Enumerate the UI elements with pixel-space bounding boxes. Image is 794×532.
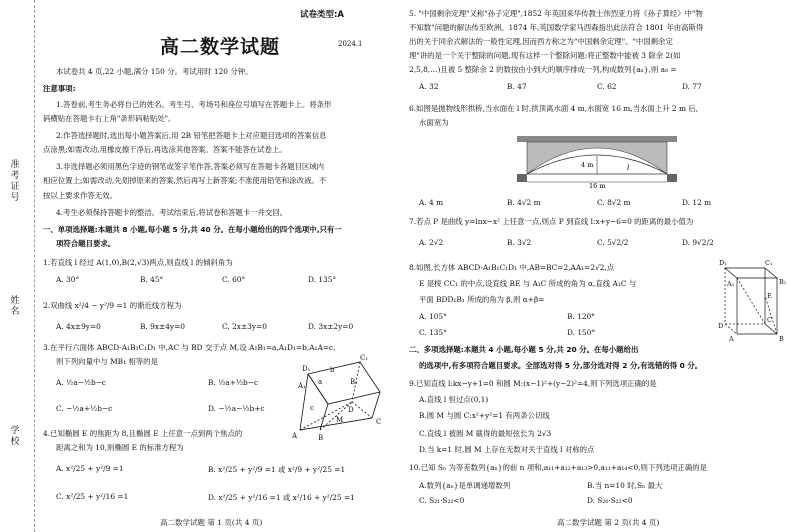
q9-option-a: A.直线 l 恒过点(0,1) [419,395,489,404]
question-7: 7.若点 P 是曲线 y=lnx−x² 上任意一点,则点 P 到直线 l:x+y−6=0 的距离的最小值为 [409,217,694,226]
notice-line: 点涂黑;如需改动,用橡皮擦干净后,再选涂其他答案。答案不能答在试卷上。 [43,145,287,154]
label: E [767,292,772,300]
question-5-cont: 理"讲的是一个关于整除的问题,现有这样一个整除问题:将正整数中能被 3 除余 2(如 [409,51,681,60]
label: C₁ [765,259,773,267]
notice-line: 3.非选择题必须用黑色字迹的钢笔或签字笔作答,答案必须写在答题卡各题目区域内 [56,162,325,171]
question-5-cont: 出的关于同余式解法的一般性定理,因而西方称之为"中国剩余定理"。"中国剩余定 [409,37,673,46]
question-5-cont: 2,5,8,…)且被 5 整除余 2 的数按由小到大的顺序排成一列,构成数列{aₙ},则 a₈ = [409,65,677,74]
q1-option-c: C. 60° [222,275,246,284]
q8-option-b: B. 120° [567,312,595,321]
notice-line: 码横贴在答题卡右上角"条形码粘贴处"。 [43,114,176,123]
q3-option-a: A. ½a−½b−c [56,378,107,387]
bridge-deck [517,136,677,142]
q6-option-b: B. 4√2 m [507,198,541,207]
question-10: 10.已知 Sₙ 为等差数列{aₙ}的前 n 项和,a₁₁+a₁₂+a₁₃>0,a₁₁+a₁₄<0,则下列选项正确的是 [409,463,708,472]
q6-option-d: D. 12 m [682,198,712,207]
diagonal [765,296,777,334]
question-8-cont: 平面 BDD₁B₁ 所成的角为 β,则 α+β= [419,295,545,304]
q3-option-d: D. −½a−½b+c [208,404,265,413]
side-label-name: 姓名 [10,296,20,317]
q4-option-a: A. x²/25 + y²/9 =1 [56,464,124,473]
q10-option-a: A.数列{aₙ}是单调递增数列 [419,481,511,490]
page-footer: 高二数学试题 第 2 页(共 4 页) [557,518,660,527]
notice-line: 相应位置上;如需改动,先划掉原来的答案,然后再写上新答案;不准使用铅笔和涂改液。不 [43,176,327,185]
label: D₁ [302,365,311,373]
q10-option-b: B.当 n=10 时,Sₙ 最大 [587,481,663,490]
water-level-label: l [627,164,630,172]
question-6-cont: 水面宽为 [419,118,449,127]
label: B [779,335,784,342]
question-6: 6.如图是抛物线形拱桥,当水面在 l 时,拱顶离水面 4 m,水面宽 16 m,当水面上升 2 m 后, [409,104,699,113]
paper-type: 试卷类型:A [300,10,344,20]
q7-option-b: B. 3√2 [507,238,532,247]
label: D [718,322,724,330]
edge [372,392,380,418]
q1-option-b: B. 45° [140,275,164,284]
q6-option-a: A. 4 m [419,198,444,207]
q3-option-b: B. ½a+½b−c [208,378,259,387]
question-1: 1.若直线 l 经过 A(1,0),B(2,√3)两点,则直线 l 的倾斜角为 [43,258,233,267]
label: D₁ [719,259,727,267]
q10-option-d: D. S₂₀·S₂₂<0 [587,496,633,505]
notice-line: 按以上要求作答无效。 [43,191,117,200]
top-face [725,268,777,278]
q9-option-b: B.圆 M 与圆 C:x²+y²=1 有两条公切线 [419,411,550,420]
q8-option-d: D. 150° [567,328,596,337]
notice-line: 2.作答选择题时,选出每小题答案后,用 2B 铅笔把答题卡上对应题目选项的答案信息 [56,131,327,140]
q5-option-b: B. 47 [507,82,527,91]
q8-option-a: A. 105° [419,312,447,321]
q7-option-d: D. 9√2/2 [682,238,714,247]
notice-heading: 注意事项: [43,84,76,93]
label: B₁ [779,278,787,286]
question-8-cont: E 是棱 CC₁ 的中点,设直线 BE 与 A₁C 所成的角为 α,直线 A₁C 与 [419,279,637,288]
q2-option-a: A. 4x±9y=0 [56,322,101,331]
width-label: 16 m [589,182,606,190]
q6-option-c: C. 8√2 m [597,198,631,207]
q10-option-c: C. S₂₁·S₂₂<0 [419,496,465,505]
q7-option-c: C. 5√2/2 [597,238,629,247]
binding-margin [0,0,38,532]
page-title: 高二数学试题 [160,36,281,58]
section-2-heading: 二、多项选择题:本题共 4 小题,每小题 5 分,共 20 分。在每小题给出 [409,345,639,354]
parallelepiped-figure [290,352,390,442]
edge [725,324,737,334]
section-1-heading: 一、单项选择题:本题共 8 小题,每小题 5 分,共 40 分。在每小题给出的四个选项中,只有一 [43,225,342,234]
label: C [376,418,382,426]
label: a [318,378,323,386]
height-label: 4 m [581,161,594,169]
cuboid-figure [715,256,791,342]
q2-option-c: C. 2x±3y=0 [222,322,267,331]
q1-option-d: D. 135° [308,275,337,284]
q3-option-c: C. −½a+½b−c [56,404,113,413]
side-label-exam-number: 准考证号 [10,160,20,203]
q5-option-a: A. 32 [419,82,439,91]
cut-line [34,0,35,532]
right-pier [667,174,677,182]
label: C [767,316,772,324]
side-label-school: 学校 [10,426,20,447]
intro-text: 本试卷共 4 页,22 小题,满分 150 分。考试用时 120 分钟。 [56,67,253,76]
label: D [348,406,354,414]
question-8: 8.如图,长方体 ABCD-A₁B₁C₁D₁ 中,AB=BC=2,AA₁=2√2,点 [409,263,615,272]
question-3: 3.在平行六面体 ABCD-A₁B₁C₁D₁ 中,AC 与 BD 交于点 M,设 A₁B₁=a,A₁D₁=b,A₁A=c, [43,343,336,352]
label: M [336,416,344,424]
exam-date: 2024.1 [338,40,363,48]
edge [352,402,372,418]
question-5: 5. "中国剩余定理"又称"孙子定理",1852 年英国来华传教士伟烈亚力将《孙子算经》中"物 [409,9,703,18]
q2-option-d: D. 3x±2y=0 [308,322,354,331]
q7-option-a: A. 2√2 [419,238,444,247]
label: A [292,432,298,440]
question-4: 4.已知椭圆 E 的焦距为 8,且椭圆 E 上任意一点到两个焦点的 [43,429,243,438]
label: A₁ [298,382,306,390]
q4-option-b: B. x²/25 + y²/9 =1 或 x²/9 + y²/25 =1 [208,465,346,474]
page-2 [397,0,794,532]
q9-option-c: C.直线 l 被圆 M 截得的最短弦长为 2√3 [419,429,552,438]
label: b [330,366,335,374]
notice-line: 4.考生必须保持答题卡的整洁。考试结束后,将试卷和答题卡一并交回。 [56,208,288,217]
q1-option-a: A. 30° [56,275,80,284]
notice-line: 1.答卷前,考生务必将自己的姓名、考生号、考场号和座位号填写在答题卡上。将条形 [56,100,332,109]
question-9: 9.已知直线 l:kx−y+1=0 和圆 M:(x−1)²+(y−2)²=4,则下列选项正确的是 [409,379,657,388]
label: c [310,404,314,412]
section-1-heading-cont: 项符合题目要求。 [56,239,116,248]
q9-option-d: D.当 k=1 时,圆 M 上存在无数对关于直线 l 对称的点 [419,445,595,454]
label: C₁ [360,354,369,362]
q5-option-d: D. 77 [682,82,702,91]
section-2-heading-cont: 的选项中,有多项符合题目要求。全部选对得 5 分,部分选对得 2 分,有选错的得 0 分。 [419,361,703,370]
diagonal [737,278,765,324]
question-3-cont: 则下列向量中与 MB₁ 相等的是 [56,357,158,366]
q5-option-c: C. 62 [597,82,617,91]
label: A [729,335,734,342]
q8-option-c: C. 135° [419,328,447,337]
question-4-cont: 距离之和为 10,则椭圆 E 的标准方程为 [56,443,184,452]
label: B [318,434,324,442]
q4-option-d: D. x²/25 + y²/16 =1 或 x²/16 + y²/25 =1 [208,493,355,502]
arch-bridge-figure [517,130,677,190]
q4-option-c: C. x²/25 + y²/16 =1 [56,492,129,501]
left-pier [517,174,527,182]
q2-option-b: B. 9x±4y=0 [140,322,185,331]
label: B₁ [350,378,358,386]
question-2: 2.双曲线 x²/4 − y²/9 =1 的渐近线方程为 [43,301,182,310]
page-footer: 高二数学试题 第 1 页(共 4 页) [160,518,263,527]
question-5-cont: 不知数"问题的解法传至欧洲。1874 年,英国数学家马西森指出此法符合 1801 年由高斯得 [409,23,704,32]
label: A₁ [727,280,735,288]
